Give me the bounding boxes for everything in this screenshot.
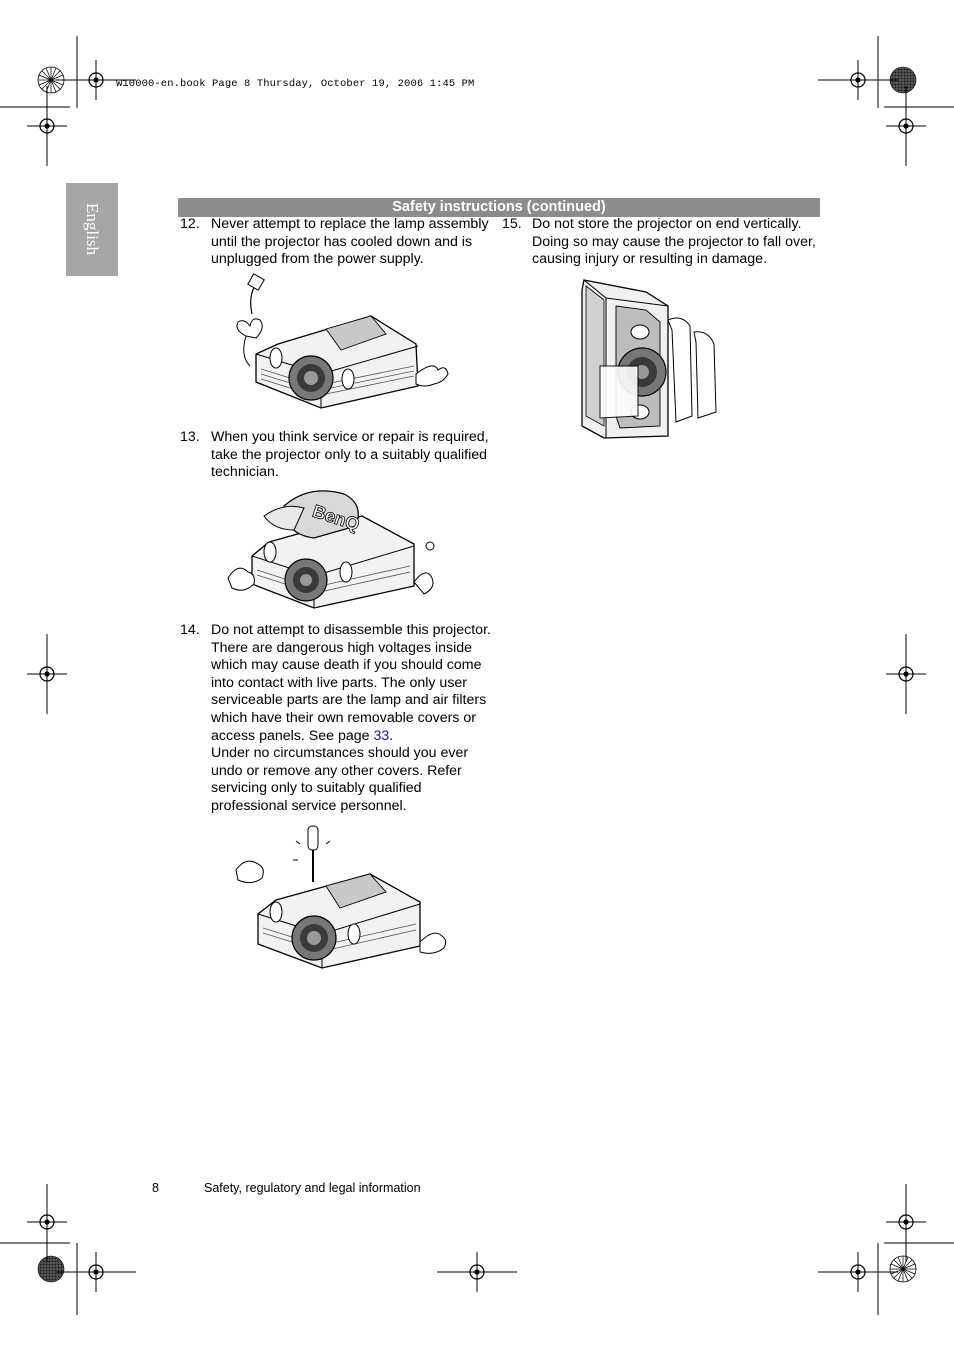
text-line: take the projector only to a suitably qualified: [211, 446, 488, 463]
item-number: 13.: [180, 429, 200, 445]
item-number: 12.: [180, 216, 200, 232]
text-line: Do not store the projector on end vertically.: [532, 216, 802, 232]
text-line: Doing so may cause the projector to fall over,: [532, 233, 816, 250]
language-tab: [66, 183, 118, 276]
footer-section-title: Safety, regulatory and legal information: [204, 1181, 421, 1195]
projector-plug-illustration: [226, 274, 456, 414]
file-header: W10000-en.book Page 8 Thursday, October 19, 2006 1:45 PM: [116, 78, 475, 90]
text-line: which may cause death if you should come: [211, 657, 482, 674]
language-tab-label: English: [83, 203, 102, 255]
text-line: [211, 728, 491, 746]
text-line: causing injury or resulting in damage.: [532, 251, 768, 268]
text-line: Never attempt to replace the lamp assembly: [211, 216, 489, 232]
projector-vertical-illustration: [576, 276, 731, 442]
text-line: When you think service or repair is required,: [211, 429, 489, 445]
text-line: serviceable parts are the lamp and air filters: [211, 692, 487, 709]
text-line: into contact with live parts. The only user: [211, 674, 468, 691]
item-text: [532, 216, 816, 269]
item-number: 15.: [502, 216, 522, 232]
text-line: which have their own removable covers or: [211, 709, 476, 726]
page-number: 8: [152, 1181, 159, 1195]
text-line: undo or remove any other covers. Refer: [211, 762, 462, 779]
page-ref-link[interactable]: 33: [373, 727, 390, 744]
item-text: [211, 216, 489, 269]
section-title-bar: [178, 198, 820, 217]
text-line: technician.: [211, 464, 279, 481]
ref-suffix: .: [389, 727, 394, 744]
projector-screwdriver-illustration: [228, 820, 452, 980]
text-line: Do not attempt to disassemble this projector.: [211, 622, 491, 638]
text-line: There are dangerous high voltages inside: [211, 639, 473, 656]
text-line: until the projector has cooled down and is: [211, 233, 473, 250]
item-text: [211, 622, 491, 816]
item-text: [211, 429, 489, 482]
projector-cap-illustration: [224, 486, 444, 616]
cap-logo: BenQ: [310, 500, 362, 535]
item-number: 14.: [180, 622, 200, 638]
text-line: unplugged from the power supply.: [211, 251, 424, 268]
text-line: Under no circumstances should you ever: [211, 745, 469, 762]
ref-prefix: access panels. See page: [211, 727, 374, 744]
section-title: Safety instructions (continued): [392, 199, 606, 215]
text-line: professional service personnel.: [211, 797, 407, 814]
text-line: servicing only to suitably qualified: [211, 780, 422, 797]
